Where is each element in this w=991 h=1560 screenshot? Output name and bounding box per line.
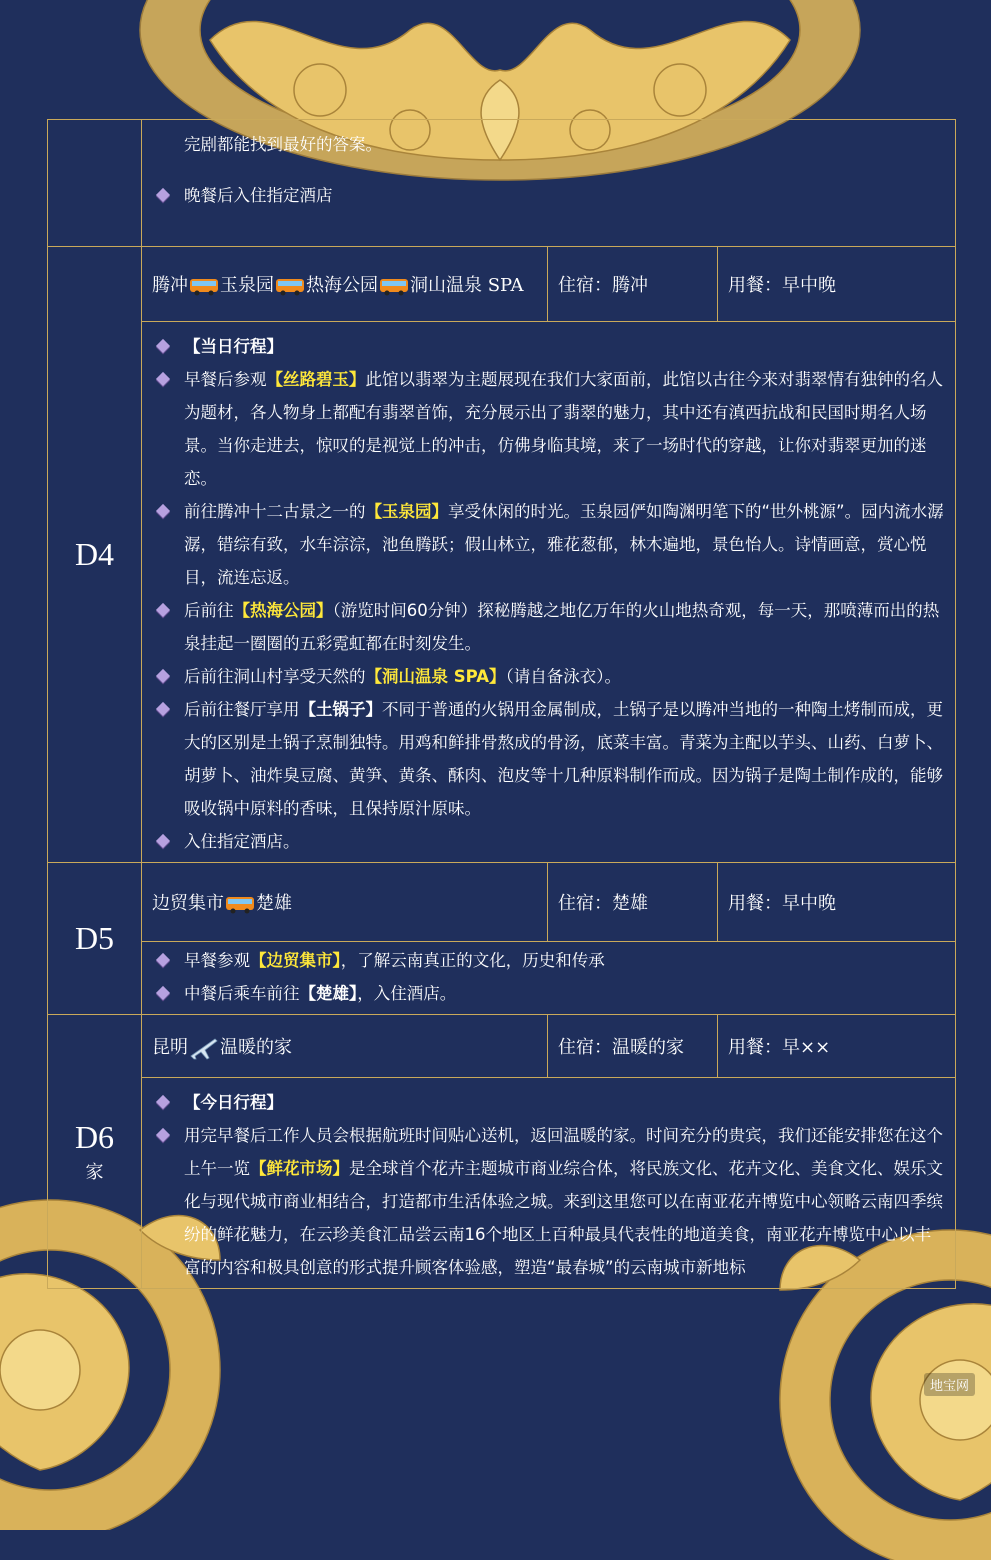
bullet-icon bbox=[156, 504, 170, 518]
bullet-icon bbox=[156, 986, 170, 1000]
bullet-icon bbox=[156, 669, 170, 683]
day-label-d6: D6 家 bbox=[48, 1015, 142, 1289]
bullet-icon bbox=[156, 1095, 170, 1109]
list-item: 晚餐后入住指定酒店 bbox=[150, 179, 947, 212]
bus-icon bbox=[189, 276, 219, 296]
content-d6 bbox=[142, 1078, 956, 1289]
list-item: 后前往餐厅享用【土锅子】不同于普通的火锅用金属制成，土锅子是以腾冲当地的一种陶土烤制而成，更大的区别是土锅子烹制独特。用鸡和鲜排骨熬成的骨汤，底菜丰富。青菜为主配以芋头、山药、白萝卜、胡萝卜、油炸臭豆腐、黄笋、黄条、酥肉、泡皮等十几种原料制作而成。因为锅子是陶土制作成的，能够吸收锅中原料的香味，且保持原汁原味。 bbox=[150, 693, 947, 825]
bullet-icon bbox=[156, 339, 170, 353]
airplane-icon bbox=[189, 1036, 219, 1060]
route-d5: 边贸集市 楚雄 bbox=[142, 863, 548, 942]
bullet-icon bbox=[156, 834, 170, 848]
bullet-icon bbox=[156, 188, 170, 202]
bus-icon bbox=[225, 894, 255, 914]
lodging-d5: 住宿：楚雄 bbox=[548, 863, 718, 942]
day-content-d5 bbox=[48, 942, 956, 1015]
meals-d6: 用餐：早×× bbox=[718, 1015, 956, 1078]
bus-icon bbox=[379, 276, 409, 296]
list-item: 早餐后参观【丝路碧玉】此馆以翡翠为主题展现在我们大家面前，此馆以古往今来对翡翠情有独钟的名人为题材，各人物身上都配有翡翠首饰，充分展示出了翡翠的魅力，其中还有滇西抗战和民国时期名人场景。当你走进去，惊叹的是视觉上的冲击，仿佛身临其境，来了一场时代的穿越，让你对翡翠更加的迷恋。 bbox=[150, 363, 947, 495]
day-content-d6 bbox=[48, 1078, 956, 1289]
list-item: 前往腾冲十二古景之一的【玉泉园】享受休闲的时光。玉泉园俨如陶渊明笔下的“世外桃源”。园内流水潺潺，错综有致，水车淙淙，池鱼腾跃；假山林立，雅花葱郁，林木遍地，景色怡人。诗情画意，赏心悦目，流连忘返。 bbox=[150, 495, 947, 594]
bus-icon bbox=[275, 276, 305, 296]
day-row-d6 bbox=[48, 1015, 956, 1078]
content-d4 bbox=[142, 322, 956, 863]
itinerary-table bbox=[47, 119, 956, 1289]
meals-d5: 用餐：早中晚 bbox=[718, 863, 956, 942]
bullet-icon bbox=[156, 953, 170, 967]
day-cell-empty bbox=[48, 120, 142, 247]
lodging-d6: 住宿：温暖的家 bbox=[548, 1015, 718, 1078]
bullet-icon bbox=[156, 1128, 170, 1142]
lodging-d4: 住宿：腾冲 bbox=[548, 247, 718, 322]
continued-row bbox=[48, 120, 956, 247]
list-item: 【今日行程】 bbox=[150, 1086, 947, 1119]
list-item: 后前往【热海公园】（游览时间60分钟）探秘腾越之地亿万年的火山地热奇观，每一天，那喷薄而出的热泉挂起一圈圈的五彩霓虹都在时刻发生。 bbox=[150, 594, 947, 660]
meals-d4: 用餐：早中晚 bbox=[718, 247, 956, 322]
watermark: 地宝网 bbox=[924, 1373, 975, 1396]
list-item: 早餐参观【边贸集市】，了解云南真正的文化，历史和传承 bbox=[150, 944, 947, 977]
list-item: 中餐后乘车前往【楚雄】，入住酒店。 bbox=[150, 977, 947, 1010]
continued-content bbox=[142, 120, 956, 247]
day-row-d5 bbox=[48, 863, 956, 942]
day-content-d4 bbox=[48, 322, 956, 863]
bullet-icon bbox=[156, 603, 170, 617]
list-item: 用完早餐后工作人员会根据航班时间贴心送机，返回温暖的家。时间充分的贵宾，我们还能安排您在这个上午一览【鲜花市场】是全球首个花卉主题城市商业综合体，将民族文化、花卉文化、美食文化、娱乐文化与现代城市商业相结合，打造都市生活体验之城。来到这里您可以在南亚花卉博览中心领略云南四季缤纷的鲜花魅力，在云珍美食汇品尝云南16个地区上百种最具代表性的地道美食，南亚花卉博览中心以丰富的内容和极具创意的形式提升顾客体验感，塑造“最春城”的云南城市新地标 bbox=[150, 1119, 947, 1284]
list-item: 完剧都能找到最好的答案。 bbox=[184, 135, 382, 154]
route-d4: 腾冲 玉泉园 热海公园 洞山温泉 SPA bbox=[142, 247, 548, 322]
bullet-icon bbox=[156, 372, 170, 386]
list-item: 入住指定酒店。 bbox=[150, 825, 947, 858]
content-d5 bbox=[142, 942, 956, 1015]
day-row-d4 bbox=[48, 247, 956, 322]
day-label-d5: D5 bbox=[48, 863, 142, 1015]
list-item: 【当日行程】 bbox=[150, 330, 947, 363]
list-item: 后前往洞山村享受天然的【洞山温泉 SPA】（请自备泳衣）。 bbox=[150, 660, 947, 693]
route-d6: 昆明 温暖的家 bbox=[142, 1015, 548, 1078]
bullet-icon bbox=[156, 702, 170, 716]
day-label-d4: D4 bbox=[48, 247, 142, 863]
